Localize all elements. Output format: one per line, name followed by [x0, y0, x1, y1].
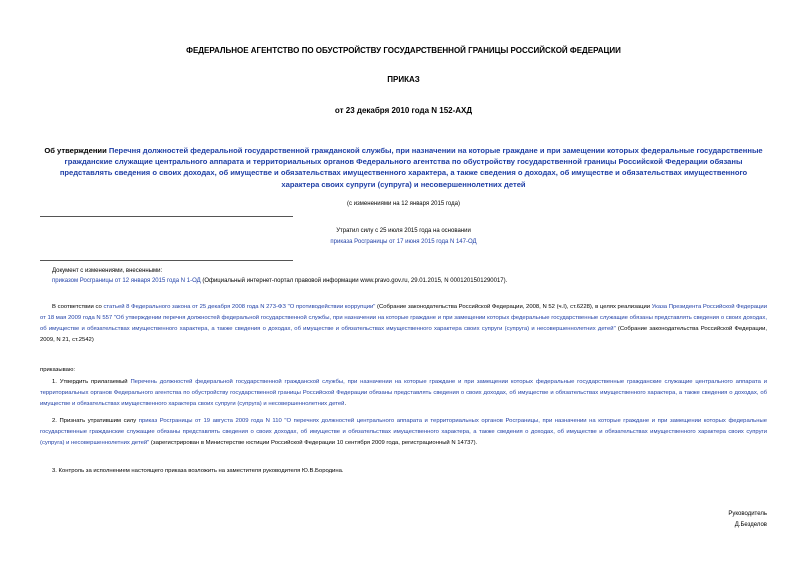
decree-word: приказываю: — [40, 367, 76, 373]
agency-heading: ФЕДЕРАЛЬНОЕ АГЕНТСТВО ПО ОБУСТРОЙСТВУ ГОСУДАРСТВЕННОЙ ГРАНИЦЫ РОССИЙСКОЙ ФЕДЕРАЦИИ — [186, 46, 621, 55]
lost-force-note — [0, 226, 807, 248]
preamble-paragraph — [40, 302, 767, 346]
divider — [40, 216, 293, 217]
item-2 — [40, 416, 767, 449]
preamble-text: (Собрание законодательства Российской Федерации, 2008, N 52 (ч.I), ст.6228), в целях реализации — [375, 304, 652, 310]
lost-force-order-link[interactable]: приказа Росграницы от 17 июня 2015 года N 147-ОД — [330, 239, 477, 245]
law-article-link[interactable]: статьей 8 Федерального закона от 25 декабря 2008 года N 273-ФЗ "О противодействии коррупции" — [103, 304, 376, 310]
preamble-text: В соответствии со — [52, 304, 104, 310]
item-3 — [40, 466, 767, 477]
title-list-link[interactable]: Перечня должностей федеральной государственной гражданской службы, при назначении на которые граждане и при замещении которых федеральные государственные гражданские служащие центрального аппарата и территориальных органов Федерального агентства по обустройству государственной границы Российской Федерации обязаны представлять сведения о своих доходах, об имуществе и обязательствах имущественного характера, а также сведения о доходах, об имуществе и обязательствах имущественного характера своих супруги (супруга) и несовершеннолетних детей — [59, 146, 763, 189]
signature-role: Руководитель — [728, 511, 767, 517]
title-prefix: Об утверждении — [44, 146, 109, 155]
divider — [40, 260, 293, 261]
document-date: от 23 декабря 2010 года N 152-АХД — [334, 106, 473, 115]
item-1 — [40, 377, 767, 410]
document-title — [40, 145, 767, 190]
doc-changes-label: Документ с изменениями, внесенными: — [52, 268, 163, 274]
signature-block — [728, 509, 767, 531]
preamble-text: (Собрание законодательства Российской Федерации, 2009, N 21, ст.2542) — [40, 326, 767, 343]
item-1-text: 1. Утвердить прилагаемый — [52, 379, 131, 385]
item-1-list-link[interactable]: Перечень должностей федеральной государственной гражданской службы, при назначении на которые граждане и при замещении которых федеральные государственные гражданские служащие центрального аппарата и территориальных органов Федерального агентства по обустройству государственной границы Российской Федерации обязаны представлять сведения о своих доходах, об имуществе и обязательствах имущественного характера, а также сведения о доходах, об имуществе и обязательствах имущественного характера своих супруги (супруга) и несовершеннолетних детей — [40, 379, 767, 407]
item-2-text: (зарегистрирован в Министерстве юстиции Российской Федерации 10 сентября 2009 года, регистрационный N 14737). — [149, 440, 478, 446]
doc-changes-order-link[interactable]: приказом Росграницы от 12 января 2015 года N 1-ОД — [52, 278, 201, 284]
item-1-text: . — [344, 401, 347, 407]
document-type: ПРИКАЗ — [387, 75, 420, 84]
doc-changes-source: (Официальный интернет-портал правовой информации www.pravo.gov.ru, 29.01.2015, N 0001201501290017). — [200, 278, 508, 284]
amendment-note: (с изменениями на 12 января 2015 года) — [347, 201, 460, 207]
document-changes — [52, 266, 772, 286]
lost-force-text: Утратил силу с 25 июля 2015 года на основании — [336, 228, 471, 234]
item-2-order-link[interactable]: приказ Росграницы от 19 августа 2009 года N 110 "О перечнях должностей центрального аппарата и территориальных органов Росграницы, при назначении на которые граждане и при замещении которых федеральные государственные гражданские служащие обязаны представлять сведения о своих доходах, об имуществе и обязательствах имущественного характера, а также сведения о доходах, об имуществе и обязательствах имущественного характера своих супруги (супруга) и несовершеннолетних детей" — [40, 418, 767, 446]
signature-name: Д.Безделов — [734, 522, 767, 528]
item-3-text: 3. Контроль за исполнением настоящего приказа возложить на заместителя руководителя Ю.В.Бородина. — [52, 468, 344, 474]
item-2-text: 2. Признать утратившим силу — [52, 418, 139, 424]
presidential-decree-link[interactable]: Указа Президента Российской Федерации от 18 мая 2009 года N 557 "Об утверждении перечня должностей федеральной государственной службы, при назначении на которые граждане и при замещении которых федеральные государственные служащие обязаны представлять сведения о своих доходах, об имуществе и обязательствах имущественного характера, а также сведения о доходах, об имуществе и обязательствах имущественного характера своих супруги (супруга) и несовершеннолетних детей" — [40, 304, 767, 332]
